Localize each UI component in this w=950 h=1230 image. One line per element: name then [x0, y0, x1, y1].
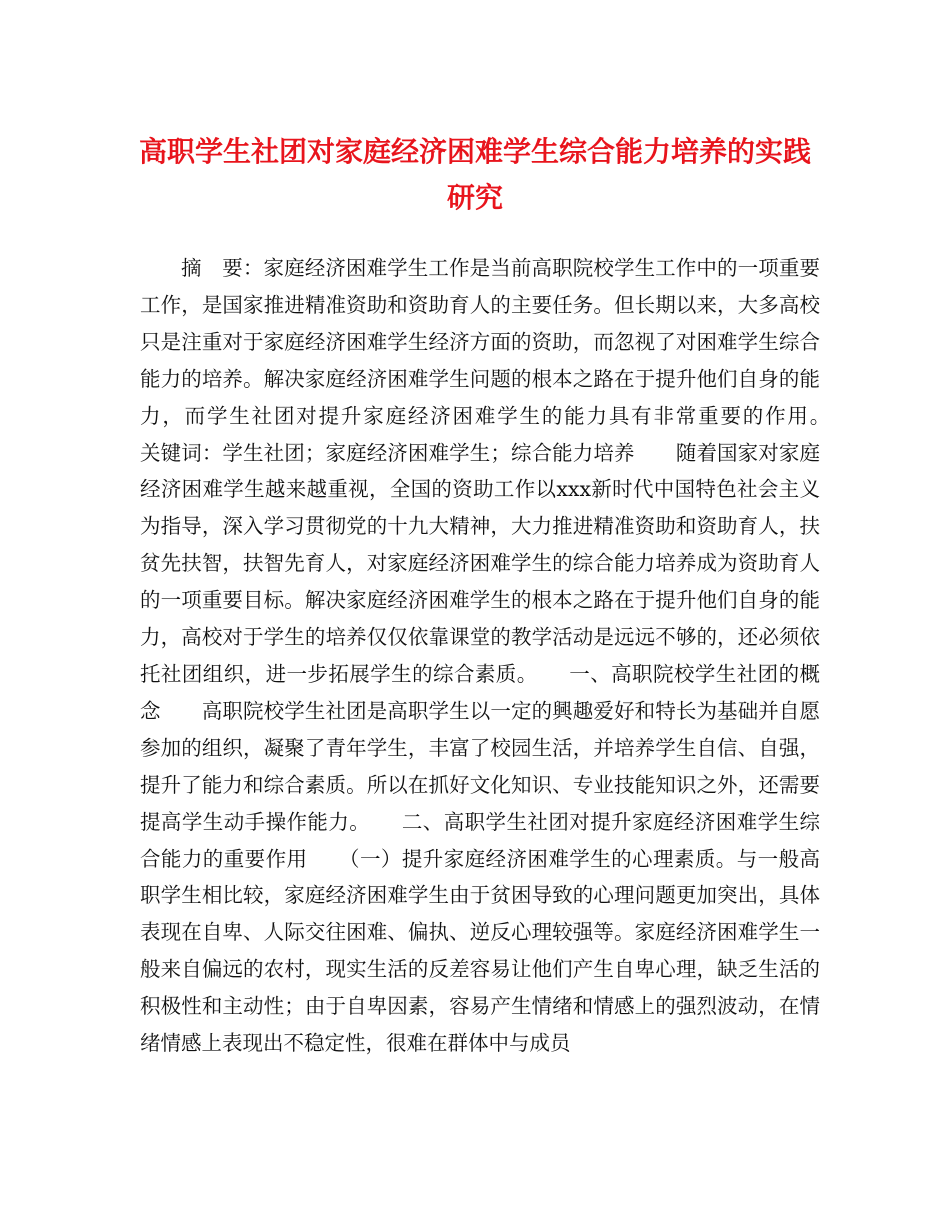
document-title-line-1: 高职学生社团对家庭经济困难学生综合能力培养的实践 — [138, 135, 811, 168]
document-title-line-2: 研究 — [446, 181, 503, 214]
document-body-paragraph: 摘 要：家庭经济困难学生工作是当前高职院校学生工作中的一项重要工作，是国家推进精准资助和资助育人的主要任务。但长期以来，大多高校只是注重对于家庭经济困难学生经济方面的资助，而忽视了对困难学生综合能力的培养。解决家庭经济困难学生问题的根本之路在于提升他们自身的能力，而学生社团对提升家庭经济困难学生的能力具有非常重要的作用。 关键词：学生社团；家庭经济困难学生；综合能力培养 随着国家对家庭经济困难学生越来越重视，全国的资助工作以xxx新时代中国特色社会主义为指导，深入学习贯彻党的十九大精神，大力推进精准资助和资助育人，扶贫先扶智，扶智先育人，对家庭经济困难学生的综合能力培养成为资助育人的一项重要目标。解决家庭经济困难学生的根本之路在于提升他们自身的能力，高校对于学生的培养仅仅依靠课堂的教学活动是远远不够的，还必须依托社团组织，进一步拓展学生的综合素质。 一、高职院校学生社团的概念 高职院校学生社团是高职学生以一定的興趣爱好和特长为基础并自愿参加的组织，凝聚了青年学生，丰富了校园生活，并培养学生自信、自强，提升了能力和综合素质。所以在抓好文化知识、专业技能知识之外，还需要提高学生动手操作能力。 二、高职学生社团对提升家庭经济困难学生综合能力的重要作用 （一）提升家庭经济困难学生的心理素质。与一般高职学生相比较，家庭经济困难学生由于贫困导致的心理问题更加突出，具体表现在自卑、人际交往困难、偏执、逆反心理较强等。家庭经济困难学生一般来自偏远的农村，现实生活的反差容易让他们产生自卑心理，缺乏生活的积极性和主动性；由于自卑因素，容易产生情绪和情感上的强烈波动，在情绪情感上表现出不稳定性，很难在群体中与成员 — [140, 256, 861, 1056]
